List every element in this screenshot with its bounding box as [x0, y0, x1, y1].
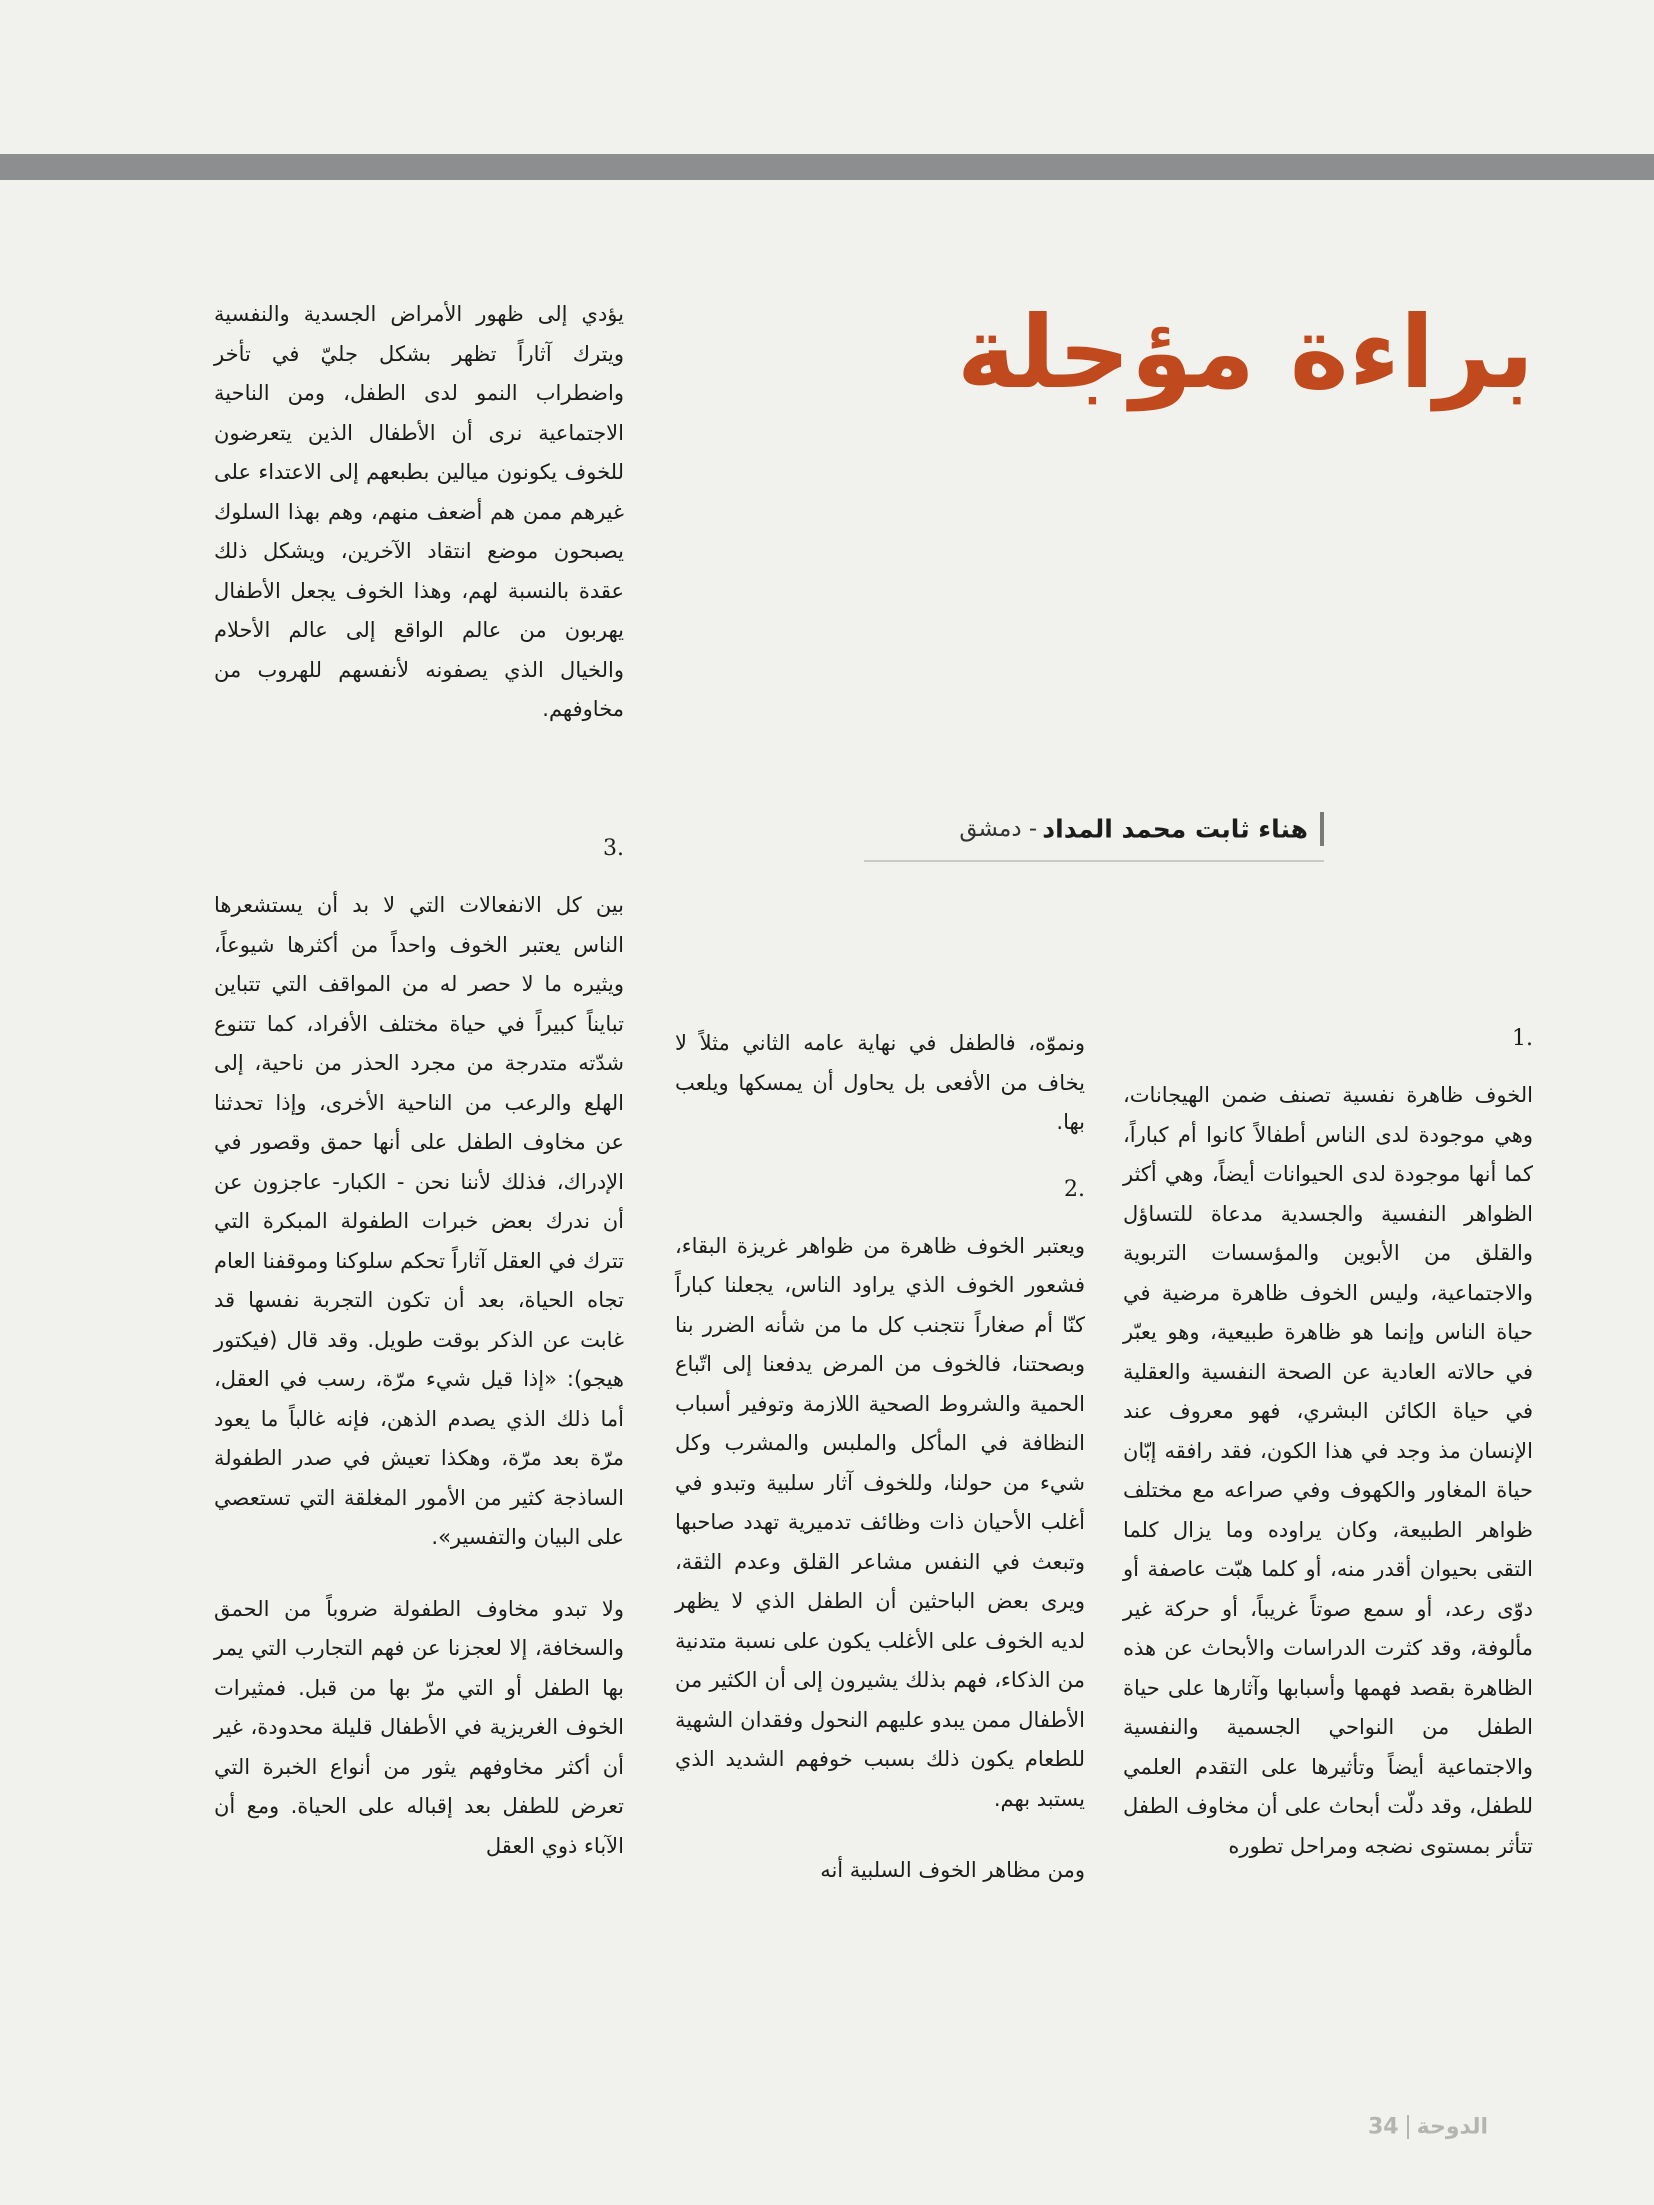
- paragraph: ويعتبر الخوف ظاهرة من ظواهر غريزة البقاء، فشعور الخوف الذي يراود الناس، يجعلنا كباراً كنّا أم صغاراً نتجنب كل ما من شأنه الضرر بنا وبصحتنا، فالخوف من المرض يدفعنا إلى اتّباع الحمية والشروط الصحية اللازمة وتوفير أسباب النظافة في المأكل والملبس والمشرب وكل شيء من حولنا، وللخوف آثار سلبية وتبدو في أغلب الأحيان ذات وظائف تدميرية تهدد صاحبها وتبعث في النفس مشاعر القلق وعدم الثقة، ويرى بعض الباحثين أن الطفل الذي لا يظهر لديه الخوف على الأغلب يكون على نسبة متدنية من الذكاء، فهم بذلك يشيرون إلى أن الكثير من الأطفال ممن يبدو عليهم النحول وفقدان الشهية للطعام يكون ذلك بسبب خوفهم الشديد الذي يستبد بهم.: [675, 1233, 1085, 1811]
- author-location: - دمشق: [959, 816, 1038, 842]
- column-middle: [675, 1024, 1085, 1891]
- paragraph: يؤدي إلى ظهور الأمراض الجسدية والنفسية ويترك آثاراً تظهر بشكل جليّ في تأخر واضطراب النمو لدى الطفل، ومن الناحية الاجتماعية نرى أن الأطفال الذين يتعرضون للخوف يكونون ميالين بطبعهم إلى الاعتداء على غيرهم ممن هم أضعف منهم، وهم بهذا السلوك يصبحون موضع انتقاد الآخرين، ويشكل ذلك عقدة بالنسبة لهم، وهذا الخوف يجعل الأطفال يهربون من عالم الواقع إلى عالم الأحلام والخيال الذي يصفونه لأنفسهم للهروب من مخاوفهم.: [214, 302, 624, 721]
- section-number: 3.: [603, 836, 624, 861]
- section-number: 2.: [1064, 1176, 1085, 1202]
- top-decorative-bar: [0, 154, 1654, 180]
- paragraph: بين كل الانفعالات التي لا بد أن يستشعرها الناس يعتبر الخوف واحداً من أكثرها شيوعاً، ويثيره ما لا حصر له من المواقف التي تتباين تبايناً كبيراً في حياة مختلف الأفراد، كما تتنوع شدّته متدرجة من مجرد الحذر من ناحية، إلى الهلع والرعب من الناحية الأخرى، وإذا تحدثنا عن مخاوف الطفل على أنها حمق وقصور في الإدراك، فذلك لأننا نحن - الكبار- عاجزون عن أن ندرك بعض خبرات الطفولة المبكرة التي تترك في العقل آثاراً تحكم سلوكنا وموقفنا العام تجاه الحياة، بعد أن تكون التجربة نفسها قد غابت عن الذكر بوقت طويل. وقد قال (فيكتور هيجو): «إذا قيل شيء مرّة، رسب في العقل، أما ذلك الذي يصدم الذهن، فإنه غالباً ما يعود مرّة بعد مرّة، وهكذا تعيش في صدر الطفولة الساذجة كثير من الأمور المغلقة التي تستعصي على البيان والتفسير».: [214, 893, 624, 1549]
- column-right: [1123, 1024, 1533, 1866]
- column-left-bottom: [214, 834, 624, 1866]
- column-left-top: [214, 295, 624, 730]
- byline: [864, 812, 1324, 862]
- byline-divider: [1320, 812, 1324, 846]
- section-number: 1.: [1512, 1026, 1533, 1051]
- paragraph: الخوف ظاهرة نفسية تصنف ضمن الهيجانات، وهي موجودة لدى الناس أطفالاً كانوا أم كباراً، كما أنها موجودة لدى الحيوانات أيضاً، وهي أكثر الظواهر النفسية والجسدية مدعاة للتساؤل والقلق من الأبوين والمؤسسات التربوية والاجتماعية، وليس الخوف ظاهرة مرضية في حياة الناس وإنما هو ظاهرة طبيعية، وهو يعبّر في حالاته العادية عن الصحة النفسية والعقلية في حياة الكائن البشري، فهو معروف عند الإنسان مذ وجد في هذا الكون، فقد رافقه إبّان حياة المغاور والكهوف وفي صراعه مع مختلف ظواهر الطبيعة، وكان يراوده وما يزال كلما التقى بحيوان أقدر منه، أو كلما هبّت عاصفة أو دوّى رعد، أو سمع صوتاً غريباً، أو حركة غير مألوفة، وقد كثرت الدراسات والأبحاث عن هذه الظاهرة بقصد فهمها وأسبابها وآثارها على حياة الطفل من النواحي الجسمية والنفسية والاجتماعية أيضاً وتأثيرها على التقدم العلمي للطفل، وقد دلّت أبحاث على أن مخاوف الطفل تتأثر بمستوى نضجه ومراحل تطوره: [1123, 1083, 1533, 1858]
- magazine-name: الدوحة: [1416, 2114, 1489, 2140]
- article-title: براءة مؤجلة: [956, 294, 1534, 411]
- page-footer: [1368, 2114, 1538, 2148]
- paragraph: ولا تبدو مخاوف الطفولة ضروباً من الحمق والسخافة، إلا لعجزنا عن فهم التجارب التي يمر بها الطفل أو التي مرّ بها من قبل. فمثيرات الخوف الغريزية في الأطفال قليلة محدودة، غير أن أكثر مخاوفهم يثور من أنواع الخبرة التي تعرض للطفل بعد إقباله على الحياة. ومع أن الآباء ذوي العقل: [214, 1596, 624, 1858]
- author-name: هناء ثابت محمد المداد: [1042, 814, 1308, 844]
- paragraph: ونموّه، فالطفل في نهاية عامه الثاني مثلاً لا يخاف من الأفعى بل يحاول أن يمسكها ويلعب بها.: [675, 1031, 1085, 1134]
- paragraph: ومن مظاهر الخوف السلبية أنه: [820, 1858, 1085, 1882]
- footer-divider: [1407, 2115, 1409, 2139]
- page-number: 34: [1368, 2114, 1399, 2140]
